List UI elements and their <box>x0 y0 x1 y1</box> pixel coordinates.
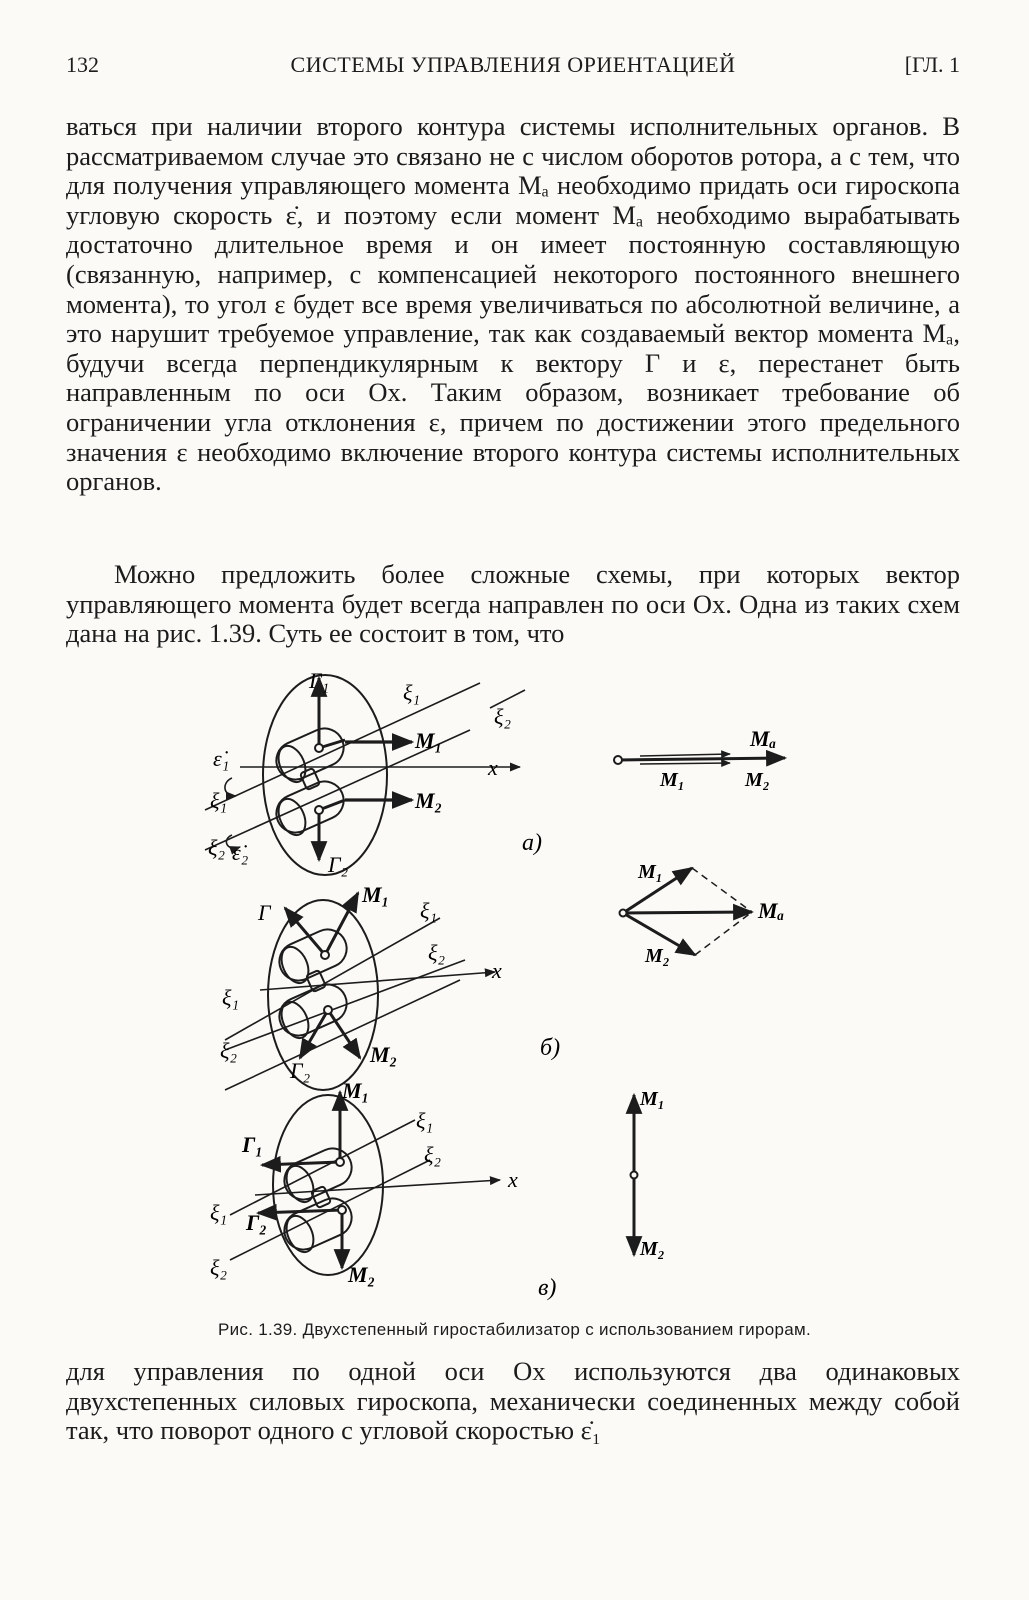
label-b-x: x <box>492 958 502 983</box>
page-number: 132 <box>66 52 99 77</box>
paragraph-1: ваться при наличии второго контура системы исполнительных органов. В рассматриваемом случае это связано не с числом оборотов ротора, а с тем, что для получения управляющего момента Mₐ необходимо придать оси гироскопа угловую скорость ε̇, и поэтому если момент Mₐ необходимо вырабатывать достаточно длительное время и он имеет постоянную составляющую (связанную, например, с компенсацией некоторого постоянного внешнего момента), то угол ε будет все время увеличиваться по абсолютной величине, а это нарушит требуемое управление, так как создаваемый вектор момента Mₐ, будучи всегда перпендикулярным к вектору Γ и ε, перестанет быть направленным по оси Ox. Таким образом, возникает требование об ограничении угла отклонения ε, причем по достижении этого предельного значения ε необходимо включение второго контура системы исполнительных органов. <box>66 111 960 497</box>
label-a-x: x <box>488 755 498 780</box>
label-c-M1: M₁ <box>342 1078 370 1103</box>
label-b-G: Г <box>258 900 271 925</box>
panel-label-c: в) <box>538 1275 557 1301</box>
figure-1-39 <box>0 650 1029 1315</box>
panel-c-vector-diagram <box>631 1095 638 1255</box>
label-c-G2: Г₂ <box>246 1210 267 1235</box>
panel-label-a: а) <box>522 830 542 856</box>
label-a-vec-M1: M₁ <box>660 769 685 791</box>
label-a-Ma: Mₐ <box>750 726 777 751</box>
label-a-eps1: ε̇₁ <box>213 746 230 771</box>
figure-caption: Рис. 1.39. Двухстепенный гиростабилизатор с использованием гирорам. <box>217 1320 812 1339</box>
paragraph-3: для управления по одной оси Ox используются два одинаковых двухстепенных силовых гироскопа, механически соединенных между собой так, что поворот одного с угловой скоростью ε̇₁ <box>66 1356 960 1446</box>
label-b-M1: M₁ <box>362 882 390 907</box>
label-c-vec-M1: M₁ <box>640 1088 665 1110</box>
label-c-M2: M₂ <box>348 1262 376 1287</box>
label-c-G1: Г₁ <box>242 1132 263 1157</box>
label-a-xi2-left: ξ₂ <box>208 835 226 860</box>
label-b-vec-M2: M₂ <box>645 945 670 967</box>
label-c-x: x <box>508 1167 518 1192</box>
label-b-xi1-left: ξ₁ <box>222 985 240 1010</box>
paragraph-2: Можно предложить более сложные схемы, при которых вектор управляющего момента будет всегда направлен по оси Ox. Одна из таких схем дана на рис. 1.39. Суть ее состоит в том, что <box>66 559 960 649</box>
label-c-vec-M2: M₂ <box>640 1238 665 1260</box>
panel-c-gyro <box>230 1092 500 1275</box>
label-a-M1: M₁ <box>415 728 443 753</box>
label-b-M2: M₂ <box>370 1042 398 1067</box>
label-b-G2: Г₂ <box>290 1058 311 1083</box>
label-b-xi2: ξ₂ <box>428 940 446 965</box>
label-a-xi1: ξ₁ <box>403 680 421 705</box>
label-c-xi1: ξ₁ <box>416 1108 434 1133</box>
label-a-xi1-left: ξ₁ <box>210 788 228 813</box>
label-a-eps2: ε̇₂ <box>232 840 249 865</box>
label-c-xi2-left: ξ₂ <box>210 1255 228 1280</box>
label-b-vec-M1: M₁ <box>638 861 663 883</box>
label-b-xi2-left: ξ₂ <box>220 1038 238 1063</box>
label-a-vec-M2: M₂ <box>745 769 770 791</box>
panel-label-b: б) <box>540 1035 561 1061</box>
label-b-xi1: ξ₁ <box>420 898 438 923</box>
label-a-G1: Г₁ <box>309 668 330 693</box>
chapter-marker: [ГЛ. 1 <box>904 52 960 77</box>
label-b-vec-Ma: Mₐ <box>758 898 785 923</box>
label-a-M2: M₂ <box>415 788 443 813</box>
panel-a-gyro <box>205 675 525 875</box>
label-c-xi1-left: ξ₁ <box>210 1200 228 1225</box>
running-header <box>66 52 960 82</box>
label-a-xi2: ξ₂ <box>494 704 512 729</box>
running-title: СИСТЕМЫ УПРАВЛЕНИЯ ОРИЕНТАЦИЕЙ <box>290 52 736 77</box>
label-a-G2: Г₂ <box>328 852 349 877</box>
panel-a-vector-diagram <box>614 754 785 764</box>
label-c-xi2: ξ₂ <box>424 1142 442 1167</box>
